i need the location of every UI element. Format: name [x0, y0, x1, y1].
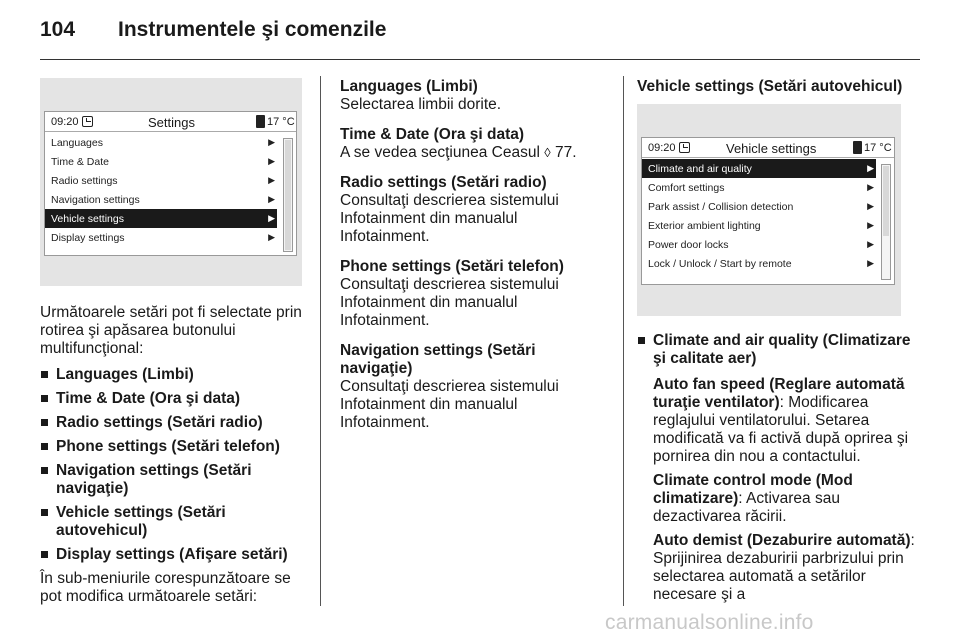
sub-item-desc: : Sprijinirea dezaburirii parbrizului prin selectarea automată a setărilor necesare şi a — [653, 532, 915, 603]
menu-item[interactable] — [642, 216, 876, 235]
bullet-square-icon — [41, 371, 48, 378]
menu-item-label: Park assist / Collision detection — [648, 201, 794, 213]
block-heading: Languages (Limbi) — [340, 78, 478, 95]
bullet-item: Time & Date (Ora şi data) — [40, 390, 310, 408]
chevron-right-icon: ▶ — [268, 137, 275, 147]
vehicle-settings-heading: Vehicle settings (Setări autovehicul) — [637, 78, 903, 95]
sub-item — [653, 532, 922, 604]
left-column — [40, 304, 310, 606]
screen-time: 09:20 — [51, 116, 79, 128]
chevron-right-icon: ▶ — [867, 258, 874, 268]
bullet-square-icon — [41, 467, 48, 474]
phone-icon — [853, 141, 862, 154]
chevron-right-icon: ▶ — [867, 182, 874, 192]
sub-item-term: Auto fan speed (Reglare automată turaţie ventilator) — [653, 376, 905, 411]
vehicle-menu-list — [642, 159, 876, 273]
sub-item-desc: : Activarea sau dezactivarea răcirii. — [653, 490, 840, 525]
chevron-right-icon: ▶ — [268, 175, 275, 185]
menu-item[interactable] — [45, 228, 277, 247]
page-number: 104 — [40, 18, 76, 41]
menu-item-selected[interactable] — [45, 209, 277, 228]
menu-item[interactable] — [642, 178, 876, 197]
menu-item-label: Exterior ambient lighting — [648, 220, 761, 232]
bullet-square-icon — [41, 419, 48, 426]
screen-title: Settings — [148, 115, 195, 130]
bullet-square-icon — [41, 395, 48, 402]
screen-status-bar — [642, 138, 894, 158]
screen-title: Vehicle settings — [726, 141, 817, 156]
climate-section — [637, 332, 922, 604]
climate-bullet: Climate and air quality (Climatizare şi calitate aer) — [637, 332, 922, 368]
chevron-right-icon: ▶ — [268, 194, 275, 204]
radio-settings-block — [340, 174, 608, 246]
settings-menu-list — [45, 133, 277, 247]
outro-paragraph: În sub-meniurile corespunzătoare se pot modifica următoarele setări: — [40, 570, 291, 605]
bullet-square-icon — [41, 551, 48, 558]
bullet-item: Navigation settings (Setări navigaţie) — [40, 462, 310, 498]
chevron-right-icon: ▶ — [867, 163, 874, 173]
block-heading: Radio settings (Setări radio) — [340, 174, 547, 191]
scrollbar[interactable] — [283, 138, 293, 252]
sub-item-term: Climate control mode (Mod climatizare) — [653, 472, 853, 507]
screen-status-bar — [45, 112, 296, 132]
menu-item[interactable] — [45, 171, 277, 190]
middle-column — [340, 78, 608, 444]
chevron-right-icon: ▶ — [867, 220, 874, 230]
sub-item — [653, 472, 922, 526]
menu-item[interactable] — [642, 254, 876, 273]
screen-time: 09:20 — [648, 142, 676, 154]
menu-item-label: Time & Date — [51, 156, 109, 168]
block-body: Selectarea limbii dorite. — [340, 96, 502, 113]
block-heading: Phone settings (Setări telefon) — [340, 258, 564, 275]
phone-icon — [256, 115, 265, 128]
block-heading: Navigation settings (Setări navigaţie) — [340, 342, 536, 377]
bullet-item: Languages (Limbi) — [40, 366, 310, 384]
bullet-square-icon — [638, 337, 645, 344]
scrollbar[interactable] — [881, 164, 891, 280]
menu-item-label: Radio settings — [51, 175, 118, 187]
block-body: A se vedea secţiunea Ceasul ◊ 77. — [340, 144, 577, 161]
screen-temperature: 17 °C — [864, 142, 892, 154]
menu-item-label: Power door locks — [648, 239, 729, 251]
scroll-thumb[interactable] — [883, 166, 889, 236]
block-body: Consultaţi descrierea sistemului Infotainment din manualul Infotainment. — [340, 276, 559, 329]
clock-icon — [82, 116, 93, 127]
bullet-item: Radio settings (Setări radio) — [40, 414, 310, 432]
vehicle-settings-screen — [641, 137, 895, 285]
block-body: Consultaţi descrierea sistemului Infotainment din manualul Infotainment. — [340, 378, 559, 431]
menu-item-label: Navigation settings — [51, 194, 140, 206]
navigation-settings-block — [340, 342, 608, 432]
column-divider-left — [320, 76, 321, 606]
menu-item[interactable] — [642, 197, 876, 216]
menu-item[interactable] — [642, 235, 876, 254]
menu-item-label: Lock / Unlock / Start by remote — [648, 258, 792, 270]
settings-screen-illustration — [40, 78, 302, 286]
chevron-right-icon: ▶ — [268, 156, 275, 166]
clock-icon — [679, 142, 690, 153]
column-divider-right — [623, 76, 624, 606]
menu-item[interactable] — [45, 133, 277, 152]
block-heading: Time & Date (Ora şi data) — [340, 126, 525, 143]
scroll-thumb[interactable] — [285, 140, 291, 250]
chevron-right-icon: ▶ — [867, 201, 874, 211]
watermark: carmanualsonline.info — [605, 611, 814, 634]
languages-block — [340, 78, 608, 114]
vehicle-settings-screen-illustration — [637, 104, 901, 316]
menu-item-label: Comfort settings — [648, 182, 725, 194]
right-column — [637, 78, 922, 96]
climate-sub-items — [637, 376, 922, 604]
bullet-item: Phone settings (Setări telefon) — [40, 438, 310, 456]
settings-screen — [44, 111, 297, 256]
menu-item-label: Vehicle settings — [51, 213, 124, 225]
menu-item[interactable] — [45, 152, 277, 171]
sub-item-term: Auto demist (Dezaburire automată) — [653, 532, 911, 549]
bullet-square-icon — [41, 443, 48, 450]
chevron-right-icon: ▶ — [268, 213, 275, 223]
time-date-block — [340, 126, 608, 162]
sub-item-desc: : Modificarea reglajului ventilatorului. Setarea modificată va fi activă după oprirea şi pornirea din nou a contactului. — [653, 394, 909, 465]
menu-item-label: Climate and air quality — [648, 163, 752, 175]
bullet-item: Vehicle settings (Setări autovehicul) — [40, 504, 310, 540]
header-rule — [40, 59, 920, 60]
chevron-right-icon: ▶ — [867, 239, 874, 249]
menu-item-selected[interactable] — [642, 159, 876, 178]
page-title: Instrumentele şi comenzile — [118, 18, 387, 41]
chevron-right-icon: ▶ — [268, 232, 275, 242]
phone-settings-block — [340, 258, 608, 330]
screen-temperature: 17 °C — [267, 116, 295, 128]
page-reference-link[interactable]: 77. — [554, 144, 577, 161]
intro-paragraph: Următoarele setări pot fi selectate prin rotirea şi apăsarea butonului multifuncţional: — [40, 304, 302, 357]
bullet-square-icon — [41, 509, 48, 516]
settings-bullet-list — [40, 366, 310, 564]
bullet-item: Display settings (Afişare setări) — [40, 546, 310, 564]
page-header — [40, 18, 920, 58]
page-reference-icon: ◊ — [544, 145, 551, 160]
menu-item-label: Display settings — [51, 232, 125, 244]
sub-item — [653, 376, 922, 466]
block-body: Consultaţi descrierea sistemului Infotainment din manualul Infotainment. — [340, 192, 559, 245]
menu-item[interactable] — [45, 190, 277, 209]
menu-item-label: Languages — [51, 137, 103, 149]
